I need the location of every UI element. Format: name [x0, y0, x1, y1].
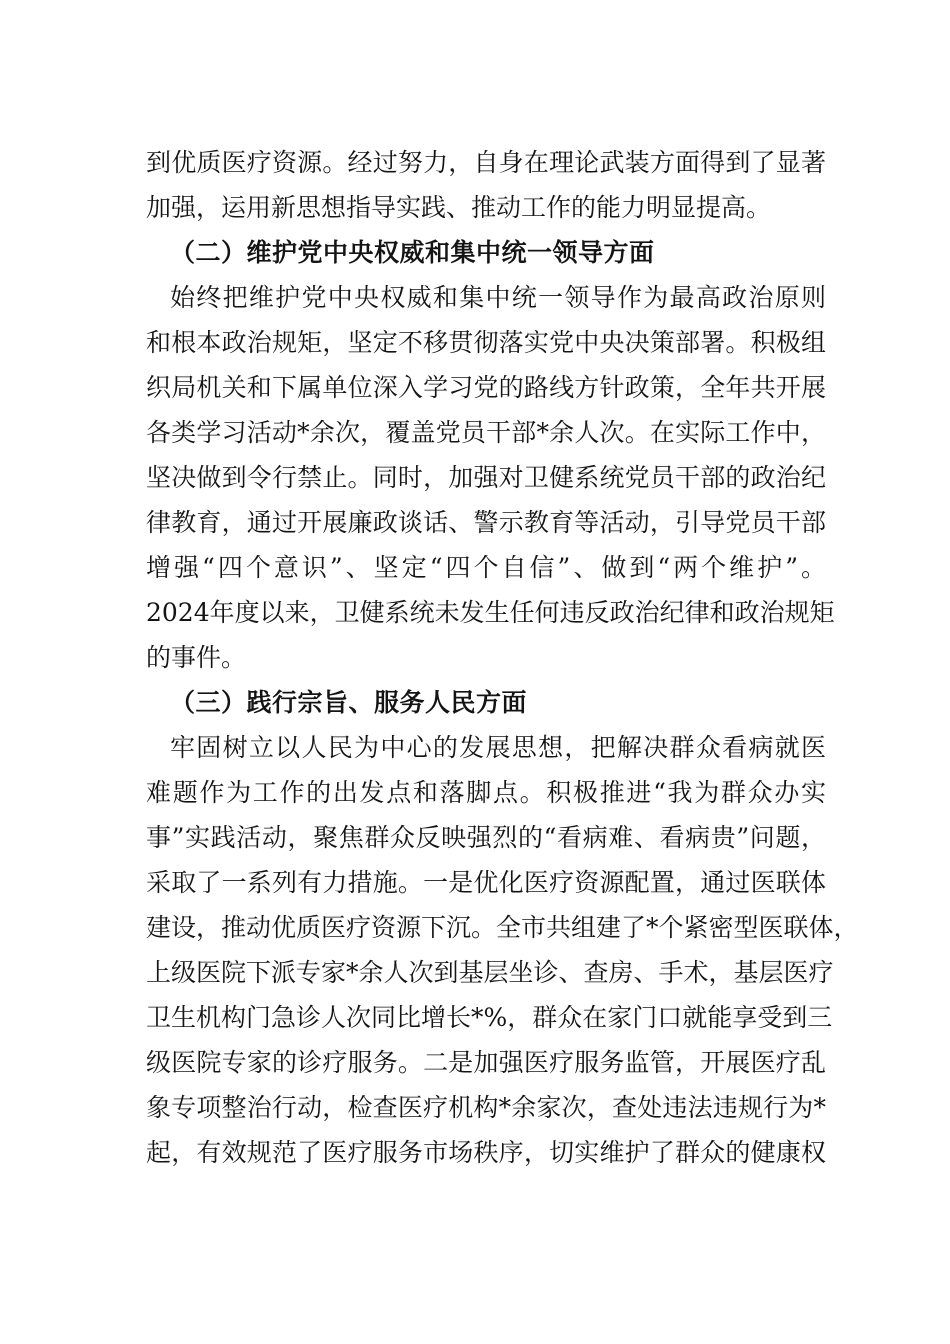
paragraph-first-line: 始终把维护党中央权威和集中统一领导作为最高政治原则: [170, 283, 826, 312]
body-text-line: 事”实践活动，聚焦群众反映强烈的“看病难、看病贵”问题，: [146, 823, 826, 852]
body-text-line: 和根本政治规矩，坚定不移贯彻落实党中央决策部署。积极组: [146, 328, 826, 357]
body-text-line: 上级医院下派专家*余人次到基层坐诊、查房、手术，基层医疗: [146, 958, 834, 987]
body-text-line: 到优质医疗资源。经过努力，自身在理论武装方面得到了显著: [146, 148, 826, 177]
body-text-line: 建设，推动优质医疗资源下沉。全市共组建了*个紧密型医联体，: [146, 913, 859, 942]
body-text-line: 卫生机构门急诊人次同比增长*%，群众在家门口就能享受到三: [146, 1003, 833, 1032]
body-text-line: 级医院专家的诊疗服务。二是加强医疗服务监管，开展医疗乱: [146, 1048, 826, 1077]
body-text-line: 的事件。: [146, 643, 247, 672]
body-text-line: 律教育，通过开展廉政谈话、警示教育等活动，引导党员干部: [146, 508, 826, 537]
section-heading-3: （三）践行宗旨、服务人民方面: [170, 688, 528, 717]
section-heading-2: （二）维护党中央权威和集中统一领导方面: [170, 238, 655, 267]
body-text-line: 象专项整治行动，检查医疗机构*余家次，查处违法违规行为*: [146, 1093, 826, 1122]
body-text-line: 加强，运用新思想指导实践、推动工作的能力明显提高。: [146, 193, 772, 222]
body-text-line: 增强“四个意识”、坚定“四个自信”、做到“两个维护”。: [146, 553, 826, 582]
paragraph-first-line: 牢固树立以人民为中心的发展思想，把解决群众看病就医: [170, 733, 826, 762]
body-text-line: 起，有效规范了医疗服务市场秩序，切实维护了群众的健康权: [146, 1138, 826, 1167]
body-text-line: 各类学习活动*余次，覆盖党员干部*余人次。在实际工作中，: [146, 418, 826, 447]
body-text-line: 采取了一系列有力措施。一是优化医疗资源配置，通过医联体: [146, 868, 826, 897]
body-text-line: 坚决做到令行禁止。同时，加强对卫健系统党员干部的政治纪: [146, 463, 826, 492]
body-text-line: 2024年度以来，卫健系统未发生任何违反政治纪律和政治规矩: [146, 598, 835, 627]
body-text-line: 织局机关和下属单位深入学习党的路线方针政策，全年共开展: [146, 373, 826, 402]
body-text-line: 难题作为工作的出发点和落脚点。积极推进“我为群众办实: [146, 778, 826, 807]
